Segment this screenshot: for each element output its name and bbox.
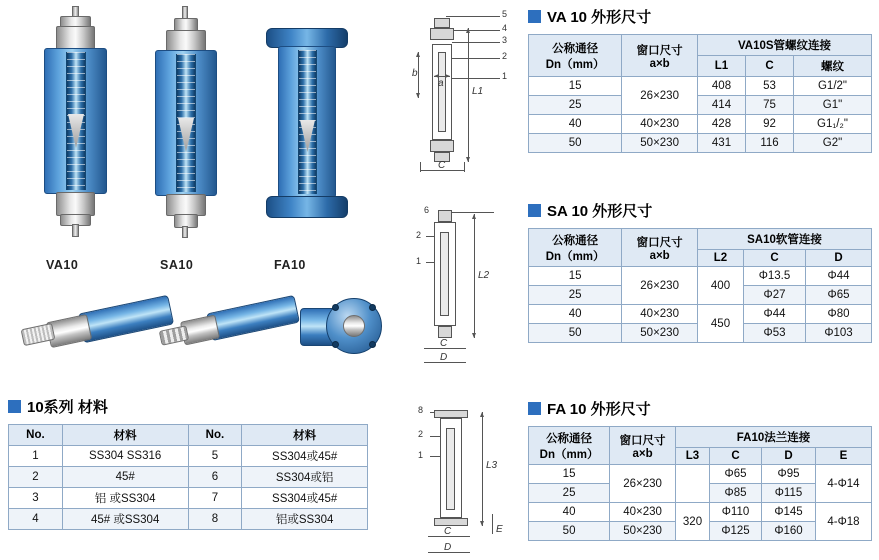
td-materials-mat2-0: SS304或45# bbox=[242, 446, 368, 467]
va-leader-5 bbox=[446, 16, 500, 17]
td-va10-l1-0: 408 bbox=[698, 77, 746, 96]
td-fa10-c-3: Φ125 bbox=[710, 522, 762, 541]
td-sa10-d-1: Φ65 bbox=[806, 286, 872, 305]
td-sa10-d-0: Φ44 bbox=[806, 267, 872, 286]
fa-dim-L3-label: L3 bbox=[486, 460, 498, 471]
blue-square-icon bbox=[8, 400, 21, 413]
table-materials bbox=[8, 424, 368, 530]
section-title-materials bbox=[8, 396, 368, 417]
section-materials bbox=[8, 396, 368, 530]
blue-square-icon bbox=[528, 204, 541, 217]
td-materials-no2-0: 5 bbox=[188, 446, 242, 467]
th-va10-window-l1: 窗口尺寸 bbox=[636, 44, 683, 57]
table-sa10 bbox=[528, 228, 872, 343]
th-fa10-group: FA10法兰连接 bbox=[676, 427, 872, 448]
fa-detail-bolt-hole-3 bbox=[332, 341, 339, 348]
td-materials-no1-2: 3 bbox=[9, 488, 63, 509]
fa-dim-E-ext bbox=[492, 514, 493, 534]
td-sa10-d-2: Φ80 bbox=[806, 305, 872, 324]
va10-top-nut bbox=[56, 26, 95, 50]
va-leader-2 bbox=[446, 58, 500, 59]
section-fa10 bbox=[528, 398, 872, 541]
fa10-top-flange bbox=[266, 28, 348, 48]
va-drawing-window bbox=[438, 52, 446, 132]
td-fa10-d-1: Φ115 bbox=[762, 484, 816, 503]
table-row bbox=[9, 446, 368, 467]
td-va10-l1-3: 431 bbox=[698, 134, 746, 153]
va-callout-2: 2 bbox=[502, 51, 508, 61]
va-dim-C-ext-left bbox=[420, 162, 421, 172]
th-materials-mat-2: 材料 bbox=[242, 425, 368, 446]
sa-drawing-top-fitting bbox=[438, 210, 452, 222]
td-sa10-window-2: 40×230 bbox=[622, 305, 698, 324]
va-callout-3: 3 bbox=[502, 35, 508, 45]
td-materials-mat1-1: 45# bbox=[62, 467, 188, 488]
th-materials-no-1: No. bbox=[9, 425, 63, 446]
fa-callout-2: 2 bbox=[418, 429, 424, 439]
th-va10-dn-l1: 公称通径 bbox=[552, 42, 599, 55]
sa-callout-1: 1 bbox=[416, 256, 422, 266]
table-row bbox=[9, 488, 368, 509]
section-title-materials-text: 10系列 材料 bbox=[27, 399, 108, 416]
td-fa10-d-0: Φ95 bbox=[762, 465, 816, 484]
fa-dim-D-label: D bbox=[444, 542, 452, 553]
va-dim-L1-label: L1 bbox=[472, 86, 484, 97]
section-va10 bbox=[528, 6, 872, 153]
td-va10-l1-2: 428 bbox=[698, 115, 746, 134]
td-sa10-dn-0: 15 bbox=[529, 267, 622, 286]
td-fa10-d-2: Φ145 bbox=[762, 503, 816, 522]
td-fa10-window-2: 40×230 bbox=[610, 503, 676, 522]
fa-dim-L3-arrow bbox=[482, 412, 483, 526]
va-drawing-top-nut bbox=[430, 28, 454, 40]
sa-dim-D-label: D bbox=[440, 352, 448, 363]
td-va10-dn-2: 40 bbox=[529, 115, 622, 134]
td-sa10-l2-0: 400 bbox=[698, 267, 744, 305]
td-va10-window-0: 26×230 bbox=[622, 77, 698, 115]
td-va10-thread-1: G1" bbox=[794, 96, 872, 115]
td-sa10-c-2: Φ44 bbox=[744, 305, 806, 324]
table-fa10-header-row-1 bbox=[529, 427, 872, 448]
section-sa10 bbox=[528, 200, 872, 343]
td-fa10-window-0: 26×230 bbox=[610, 465, 676, 503]
caption-sa10: SA10 bbox=[160, 258, 194, 272]
section-title-sa10-text: SA 10 外形尺寸 bbox=[547, 203, 653, 220]
fa-detail-bolt-hole-1 bbox=[332, 304, 339, 311]
fa-dim-C-label: C bbox=[444, 526, 452, 537]
th-fa10-d: D bbox=[762, 448, 816, 465]
fa-detail-bolt-hole-2 bbox=[369, 304, 376, 311]
th-sa10-group: SA10软管连接 bbox=[698, 229, 872, 250]
table-row bbox=[529, 267, 872, 286]
td-fa10-dn-2: 40 bbox=[529, 503, 610, 522]
va-dim-b-label: b bbox=[412, 68, 418, 79]
sa10-bottom-nut bbox=[166, 194, 206, 216]
td-fa10-c-1: Φ85 bbox=[710, 484, 762, 503]
sa10-bottom-stem bbox=[182, 226, 188, 238]
td-va10-c-2: 92 bbox=[746, 115, 794, 134]
td-materials-mat2-1: SS304或铝 bbox=[242, 467, 368, 488]
va-dim-L1-arrow bbox=[468, 28, 469, 162]
table-sa10-header-row-1 bbox=[529, 229, 872, 250]
td-fa10-dn-1: 25 bbox=[529, 484, 610, 503]
va-dim-a-arrow bbox=[434, 76, 450, 77]
th-va10-l1: L1 bbox=[698, 56, 746, 77]
section-title-va10 bbox=[528, 6, 872, 27]
td-materials-no2-2: 7 bbox=[188, 488, 242, 509]
section-title-fa10-text: FA 10 外形尺寸 bbox=[547, 401, 651, 418]
th-fa10-dn-l2: Dn（mm） bbox=[539, 448, 599, 461]
drawing-sa10 bbox=[412, 200, 522, 370]
td-materials-mat2-2: SS304或45# bbox=[242, 488, 368, 509]
th-fa10-window-l1: 窗口尺寸 bbox=[619, 434, 666, 447]
td-va10-thread-3: G2" bbox=[794, 134, 872, 153]
td-materials-no2-3: 8 bbox=[188, 509, 242, 530]
va-drawing-top-fitting bbox=[434, 18, 450, 28]
section-title-sa10 bbox=[528, 200, 872, 221]
td-sa10-c-3: Φ53 bbox=[744, 324, 806, 343]
td-va10-window-3: 50×230 bbox=[622, 134, 698, 153]
td-materials-mat2-3: 铝或SS304 bbox=[242, 509, 368, 530]
td-materials-no1-1: 2 bbox=[9, 467, 63, 488]
va-callout-4: 4 bbox=[502, 23, 508, 33]
product-photo-group bbox=[0, 0, 420, 390]
td-va10-dn-0: 15 bbox=[529, 77, 622, 96]
th-fa10-dn bbox=[529, 427, 610, 465]
th-sa10-window-l1: 窗口尺寸 bbox=[636, 236, 683, 249]
table-row bbox=[529, 465, 872, 484]
td-va10-c-0: 53 bbox=[746, 77, 794, 96]
table-row bbox=[9, 509, 368, 530]
section-title-fa10 bbox=[528, 398, 872, 419]
table-row bbox=[529, 134, 872, 153]
td-materials-no1-0: 1 bbox=[9, 446, 63, 467]
th-sa10-dn-l2: Dn（mm） bbox=[545, 250, 605, 263]
th-va10-dn-l2: Dn（mm） bbox=[545, 58, 605, 71]
td-materials-no2-1: 6 bbox=[188, 467, 242, 488]
td-sa10-window-3: 50×230 bbox=[622, 324, 698, 343]
sa-dim-L2-label: L2 bbox=[478, 270, 490, 281]
table-row bbox=[529, 305, 872, 324]
td-fa10-dn-0: 15 bbox=[529, 465, 610, 484]
va10-bottom-stem bbox=[72, 224, 79, 237]
th-fa10-window-l2: a×b bbox=[632, 447, 653, 460]
product-photo-sa10 bbox=[140, 6, 236, 238]
th-materials-mat-1: 材料 bbox=[62, 425, 188, 446]
td-fa10-l3-0 bbox=[676, 465, 710, 503]
caption-va10: VA10 bbox=[46, 258, 79, 272]
td-fa10-c-2: Φ110 bbox=[710, 503, 762, 522]
td-fa10-e-2: 4-Φ18 bbox=[816, 503, 872, 541]
va-dim-a-label: a bbox=[438, 78, 444, 89]
td-sa10-c-1: Φ27 bbox=[744, 286, 806, 305]
product-photo-fa10 bbox=[252, 16, 362, 236]
blue-square-icon bbox=[528, 10, 541, 23]
fa-drawing-top-flange bbox=[434, 410, 468, 418]
th-va10-thread: 螺纹 bbox=[794, 56, 872, 77]
sa-dim-C-label: C bbox=[440, 338, 448, 349]
fa-detail-inner-ring bbox=[343, 315, 365, 337]
td-sa10-dn-1: 25 bbox=[529, 286, 622, 305]
sa-detail-tube bbox=[206, 295, 300, 341]
fa-callout-8: 8 bbox=[418, 405, 424, 415]
th-va10-window bbox=[622, 35, 698, 77]
td-sa10-c-0: Φ13.5 bbox=[744, 267, 806, 286]
th-sa10-window bbox=[622, 229, 698, 267]
table-va10-header-row-1 bbox=[529, 35, 872, 56]
blue-square-icon bbox=[528, 402, 541, 415]
td-materials-mat1-3: 45# 或SS304 bbox=[62, 509, 188, 530]
td-materials-mat1-2: 铝 或SS304 bbox=[62, 488, 188, 509]
fa-dim-E-label: E bbox=[496, 524, 503, 535]
td-fa10-l3-2: 320 bbox=[676, 503, 710, 541]
table-row bbox=[529, 115, 872, 134]
td-fa10-c-0: Φ65 bbox=[710, 465, 762, 484]
td-materials-no1-3: 4 bbox=[9, 509, 63, 530]
td-fa10-dn-3: 50 bbox=[529, 522, 610, 541]
sa-callout-2: 2 bbox=[416, 230, 422, 240]
td-va10-thread-0: G1/2" bbox=[794, 77, 872, 96]
table-row bbox=[9, 467, 368, 488]
va-drawing-bottom-nut bbox=[430, 140, 454, 152]
sa-callout-6: 6 bbox=[424, 205, 430, 215]
td-va10-c-3: 116 bbox=[746, 134, 794, 153]
th-va10-dn bbox=[529, 35, 622, 77]
th-sa10-c: C bbox=[744, 250, 806, 267]
va-leader-1 bbox=[446, 78, 500, 79]
th-sa10-l2: L2 bbox=[698, 250, 744, 267]
fa-drawing-window bbox=[446, 428, 455, 510]
th-sa10-dn bbox=[529, 229, 622, 267]
table-row bbox=[529, 503, 872, 522]
td-va10-l1-1: 414 bbox=[698, 96, 746, 115]
th-va10-group: VA10S管螺纹连接 bbox=[698, 35, 872, 56]
section-title-va10-text: VA 10 外形尺寸 bbox=[547, 9, 652, 26]
td-fa10-d-3: Φ160 bbox=[762, 522, 816, 541]
th-fa10-dn-l1: 公称通径 bbox=[546, 432, 593, 445]
fa-drawing-bottom-flange bbox=[434, 518, 468, 526]
detail-photo-sa-connection bbox=[160, 298, 300, 356]
td-sa10-dn-2: 40 bbox=[529, 305, 622, 324]
td-va10-window-2: 40×230 bbox=[622, 115, 698, 134]
th-materials-no-2: No. bbox=[188, 425, 242, 446]
detail-photo-fa-connection bbox=[296, 296, 388, 358]
td-va10-dn-3: 50 bbox=[529, 134, 622, 153]
sa-dim-L2-arrow bbox=[474, 214, 475, 338]
td-va10-dn-1: 25 bbox=[529, 96, 622, 115]
table-row bbox=[529, 96, 872, 115]
sa-drawing-window bbox=[440, 232, 449, 316]
va-dim-b-arrow bbox=[418, 52, 419, 98]
drawing-fa10 bbox=[412, 398, 532, 560]
drawing-va10 bbox=[412, 4, 522, 184]
fa-callout-1: 1 bbox=[418, 450, 424, 460]
th-fa10-l3: L3 bbox=[676, 448, 710, 465]
table-fa10 bbox=[528, 426, 872, 541]
th-sa10-dn-l1: 公称通径 bbox=[552, 234, 599, 247]
th-sa10-d: D bbox=[806, 250, 872, 267]
th-fa10-e: E bbox=[816, 448, 872, 465]
table-materials-header-row bbox=[9, 425, 368, 446]
td-va10-thread-2: G1₁/₂" bbox=[794, 115, 872, 134]
va10-bottom-nut bbox=[56, 192, 95, 216]
td-sa10-l2-2: 450 bbox=[698, 305, 744, 343]
th-va10-c: C bbox=[746, 56, 794, 77]
va-dim-C-ext-right bbox=[464, 162, 465, 172]
td-va10-c-1: 75 bbox=[746, 96, 794, 115]
va-callout-1: 1 bbox=[502, 71, 508, 81]
product-photo-va10 bbox=[28, 6, 124, 238]
sa10-top-nut bbox=[166, 30, 206, 52]
caption-fa10: FA10 bbox=[274, 258, 306, 272]
td-sa10-window-0: 26×230 bbox=[622, 267, 698, 305]
sa-drawing-bottom-fitting bbox=[438, 326, 452, 338]
th-va10-window-l2: a×b bbox=[649, 57, 670, 70]
td-fa10-window-3: 50×230 bbox=[610, 522, 676, 541]
fa10-bottom-flange bbox=[266, 196, 348, 218]
td-sa10-dn-3: 50 bbox=[529, 324, 622, 343]
va-leader-3 bbox=[452, 42, 500, 43]
th-fa10-c: C bbox=[710, 448, 762, 465]
th-sa10-window-l2: a×b bbox=[649, 249, 670, 262]
va-leader-4 bbox=[452, 30, 500, 31]
va-dim-C-label: C bbox=[438, 160, 446, 171]
td-materials-mat1-0: SS304 SS316 bbox=[62, 446, 188, 467]
va-callout-5: 5 bbox=[502, 9, 508, 19]
fa-detail-bolt-hole-4 bbox=[369, 341, 376, 348]
td-fa10-e-0: 4-Φ14 bbox=[816, 465, 872, 503]
td-sa10-d-3: Φ103 bbox=[806, 324, 872, 343]
table-va10 bbox=[528, 34, 872, 153]
table-row bbox=[529, 77, 872, 96]
th-fa10-window bbox=[610, 427, 676, 465]
detail-photo-va-connection bbox=[20, 296, 170, 356]
